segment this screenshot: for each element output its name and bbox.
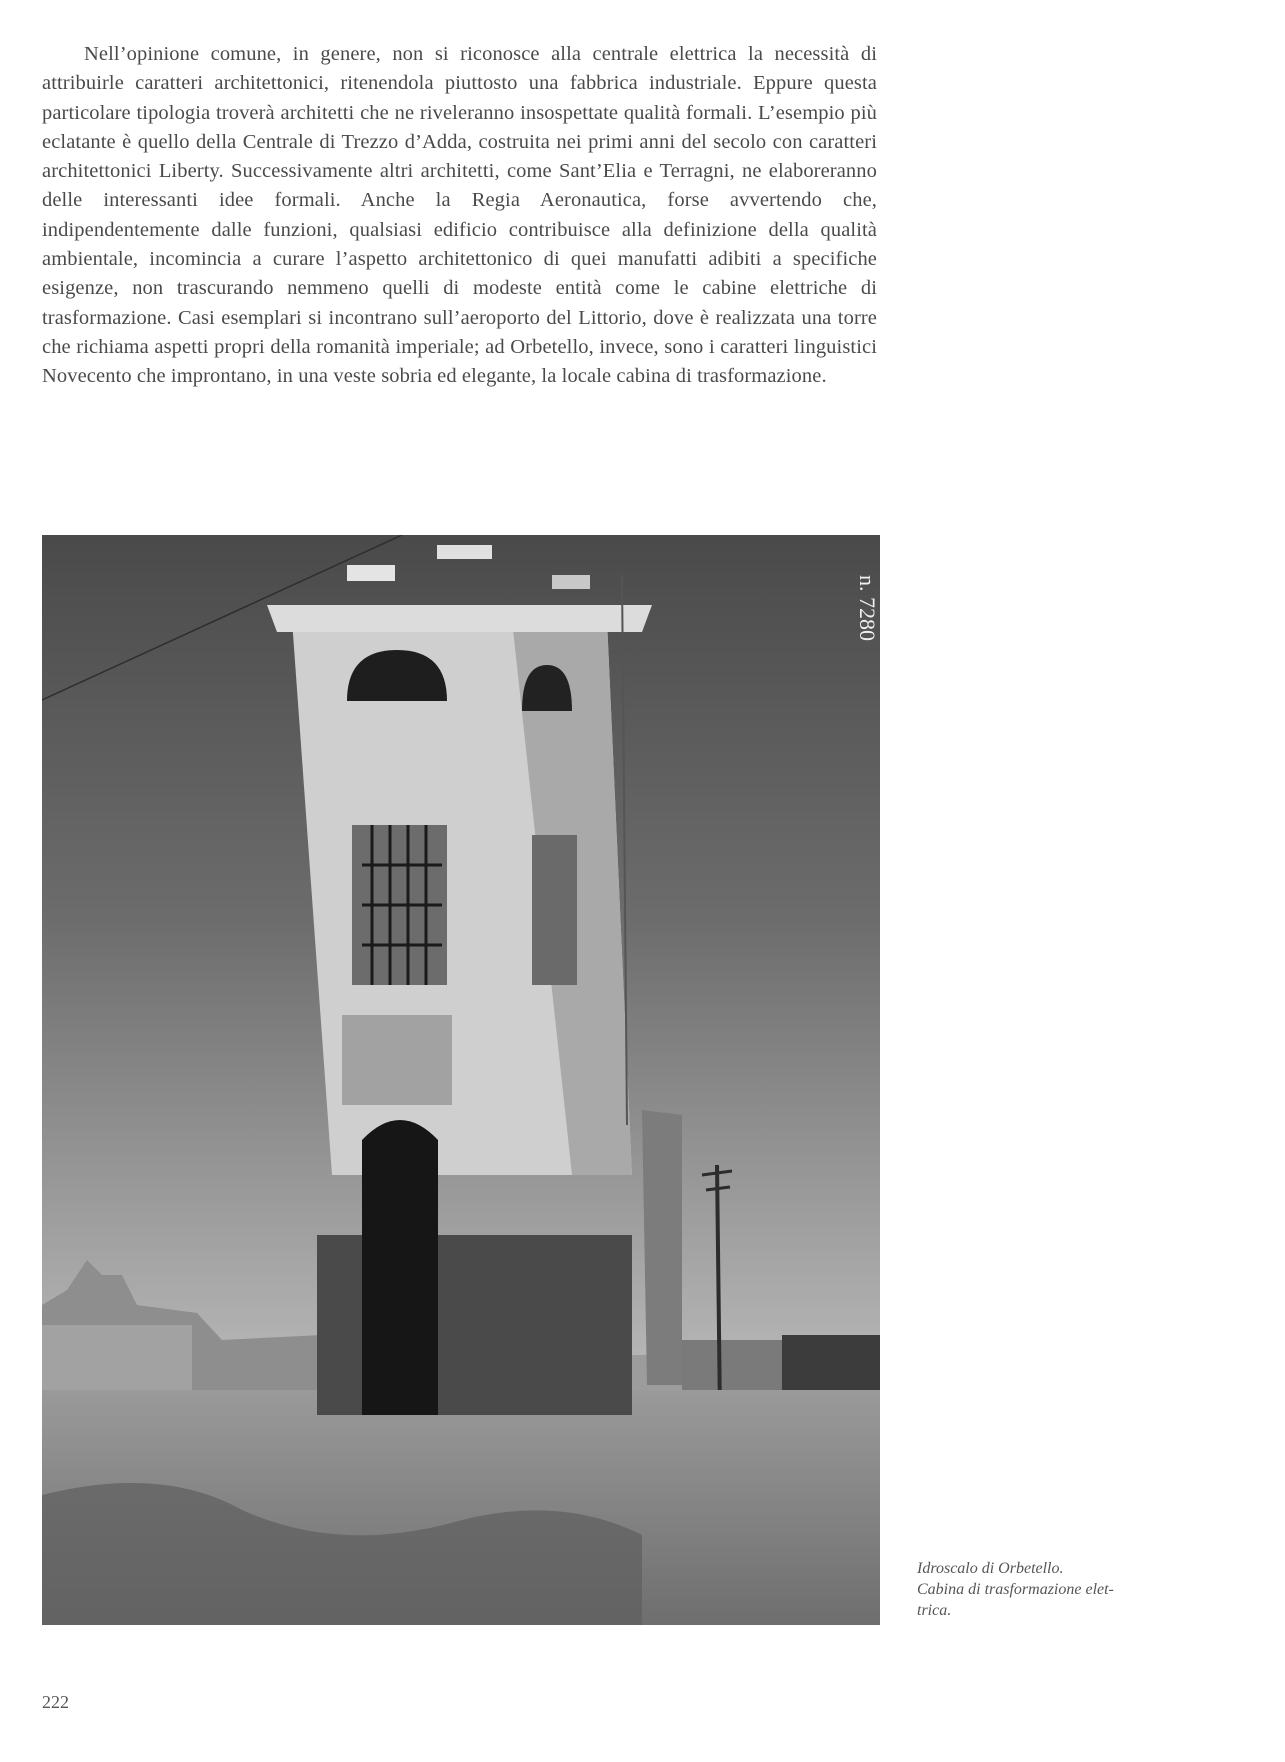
figure-caption [917,1558,1197,1621]
page-number: 222 [42,1692,69,1712]
body-paragraph: Nell’opinione comune, in genere, non si riconosce alla centrale elettrica la necessità di attribuirle caratteri architettonici, ritenendola piuttosto una fabbrica industriale. Eppure questa particolare tipologia troverà architetti che ne riveleranno insospettate qualità formali. L’esempio più eclatante è quello della Centrale di Trezzo d’Adda, costruita nei primi anni del secolo con caratteri architettonici Liberty. Successivamente altri architetti, come Sant’Elia e Terragni, ne elaboreranno delle interessanti idee formali. Anche la Regia Aeronautica, forse avvertendo che, indipendentemente dalle funzioni, qualsiasi edificio contribuisce alla definizione della qualità ambientale, incomincia a curare l’aspetto architettonico di quei manufatti adibiti a specifiche esigenze, non trascurando nemmeno quelli di modeste entità come le cabine elettriche di trasformazione. Casi esemplari si incontrano sull’aeroporto del Littorio, dove è realizzata una torre che richiama aspetti propri della romanità imperiale; ad Orbetello, invece, sono i caratteri linguistici Novecento che improntano, in una veste sobria ed elegante, la locale cabina di trasformazione. [42,43,877,388]
negative-number-label: n. 7280 [855,575,880,641]
caption-line-1: Idroscalo di Orbetello. [917,1560,1064,1577]
tower-photograph [42,535,880,1625]
caption-line-2: Cabina di trasformazione elet- [917,1581,1114,1598]
caption-line-3: trica. [917,1602,952,1619]
